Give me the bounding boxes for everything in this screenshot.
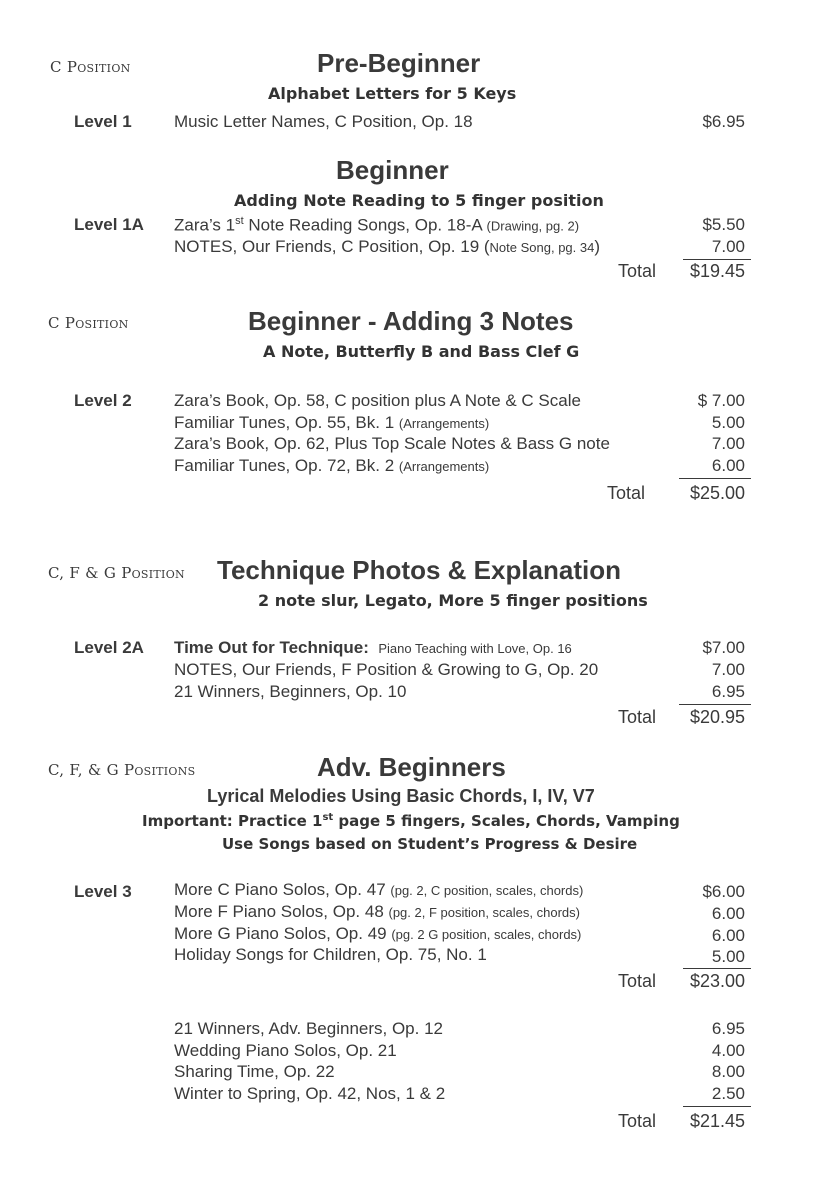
list-item: Familiar Tunes, Op. 72, Bk. 2 (Arrangements) <box>174 456 490 475</box>
list-item: NOTES, Our Friends, F Position & Growing to G, Op. 20 <box>174 660 599 679</box>
section-title: Beginner <box>336 155 449 185</box>
position-label: C Position <box>48 314 129 332</box>
total-value: $21.45 <box>689 1111 745 1131</box>
item-price: 8.00 <box>711 1062 745 1081</box>
section-subtitle: Lyrical Melodies Using Basic Chords, I, IV, V7 <box>207 786 595 806</box>
total-value: $25.00 <box>689 483 745 503</box>
position-label: C, F & G Position <box>48 564 185 582</box>
level-label: Level 1 <box>74 112 132 131</box>
list-item: 21 Winners, Adv. Beginners, Op. 12 <box>174 1019 443 1038</box>
total-label: Total <box>618 707 657 727</box>
item-price: 6.95 <box>711 682 745 701</box>
total-value: $23.00 <box>689 971 745 991</box>
item-price: 7.00 <box>711 660 745 679</box>
item-price: 5.00 <box>711 413 745 432</box>
level-label: Level 2A <box>74 638 144 657</box>
list-item: Time Out for Technique: Piano Teaching with Love, Op. 16 <box>174 638 572 657</box>
list-item: Sharing Time, Op. 22 <box>174 1062 335 1081</box>
total-rule <box>679 704 751 705</box>
list-item: Winter to Spring, Op. 42, Nos, 1 & 2 <box>174 1084 446 1103</box>
list-item: NOTES, Our Friends, C Position, Op. 19 (Note Song, pg. 34) <box>174 237 601 256</box>
level-label: Level 3 <box>74 882 132 901</box>
section-title: Adv. Beginners <box>317 752 506 782</box>
section-subtitle: 2 note slur, Legato, More 5 finger positions <box>258 591 648 610</box>
list-item: Familiar Tunes, Op. 55, Bk. 1 (Arrangements) <box>174 413 490 432</box>
total-value: $19.45 <box>689 261 745 281</box>
list-item: Wedding Piano Solos, Op. 21 <box>174 1041 397 1060</box>
item-price: 6.00 <box>711 904 745 923</box>
list-item: Music Letter Names, C Position, Op. 18 <box>174 112 473 131</box>
section-note: Use Songs based on Student’s Progress & Desire <box>222 835 638 853</box>
total-label: Total <box>607 483 646 503</box>
item-price: 4.00 <box>711 1041 745 1060</box>
position-label: C Position <box>50 58 131 76</box>
total-label: Total <box>618 1111 657 1131</box>
position-label: C, F, & G Positions <box>48 761 196 779</box>
total-label: Total <box>618 261 657 281</box>
item-price: $5.50 <box>702 215 745 234</box>
section-subtitle: Alphabet Letters for 5 Keys <box>268 84 517 103</box>
item-price: $6.95 <box>702 112 745 131</box>
section-subtitle: Adding Note Reading to 5 finger position <box>234 191 604 210</box>
list-item: Zara’s Book, Op. 58, C position plus A Note & C Scale <box>174 391 581 410</box>
item-price: 7.00 <box>711 434 745 453</box>
item-price: $7.00 <box>702 638 745 657</box>
item-price: 6.95 <box>711 1019 745 1038</box>
total-label: Total <box>618 971 657 991</box>
total-rule <box>683 1106 751 1107</box>
item-price: 7.00 <box>711 237 745 256</box>
item-price: 6.00 <box>711 926 745 945</box>
section-subtitle: A Note, Butterfly B and Bass Clef G <box>263 342 580 361</box>
level-label: Level 2 <box>74 391 132 410</box>
list-item: Holiday Songs for Children, Op. 75, No. 1 <box>174 945 487 964</box>
section-title: Beginner - Adding 3 Notes <box>248 306 574 336</box>
list-item: 21 Winners, Beginners, Op. 10 <box>174 682 407 701</box>
item-price: $6.00 <box>702 882 745 901</box>
list-item: More C Piano Solos, Op. 47 (pg. 2, C position, scales, chords) <box>174 880 584 899</box>
total-value: $20.95 <box>689 707 745 727</box>
item-price: 5.00 <box>711 947 745 966</box>
list-item: More G Piano Solos, Op. 49 (pg. 2 G position, scales, chords) <box>174 924 582 943</box>
list-item: Zara’s Book, Op. 62, Plus Top Scale Notes & Bass G note <box>174 434 610 453</box>
item-price: $ 7.00 <box>697 391 745 410</box>
total-rule <box>683 259 751 260</box>
section-note: Important: Practice 1st page 5 fingers, Scales, Chords, Vamping <box>142 812 680 830</box>
list-item: Zara’s 1st Note Reading Songs, Op. 18-A (Drawing, pg. 2) <box>174 215 580 235</box>
total-rule <box>683 968 751 969</box>
total-rule <box>679 478 751 479</box>
item-price: 2.50 <box>711 1084 745 1103</box>
section-title: Pre-Beginner <box>317 48 481 78</box>
level-label: Level 1A <box>74 215 144 234</box>
item-price: 6.00 <box>711 456 745 475</box>
list-item: More F Piano Solos, Op. 48 (pg. 2, F position, scales, chords) <box>174 902 580 921</box>
section-title: Technique Photos & Explanation <box>217 555 621 585</box>
